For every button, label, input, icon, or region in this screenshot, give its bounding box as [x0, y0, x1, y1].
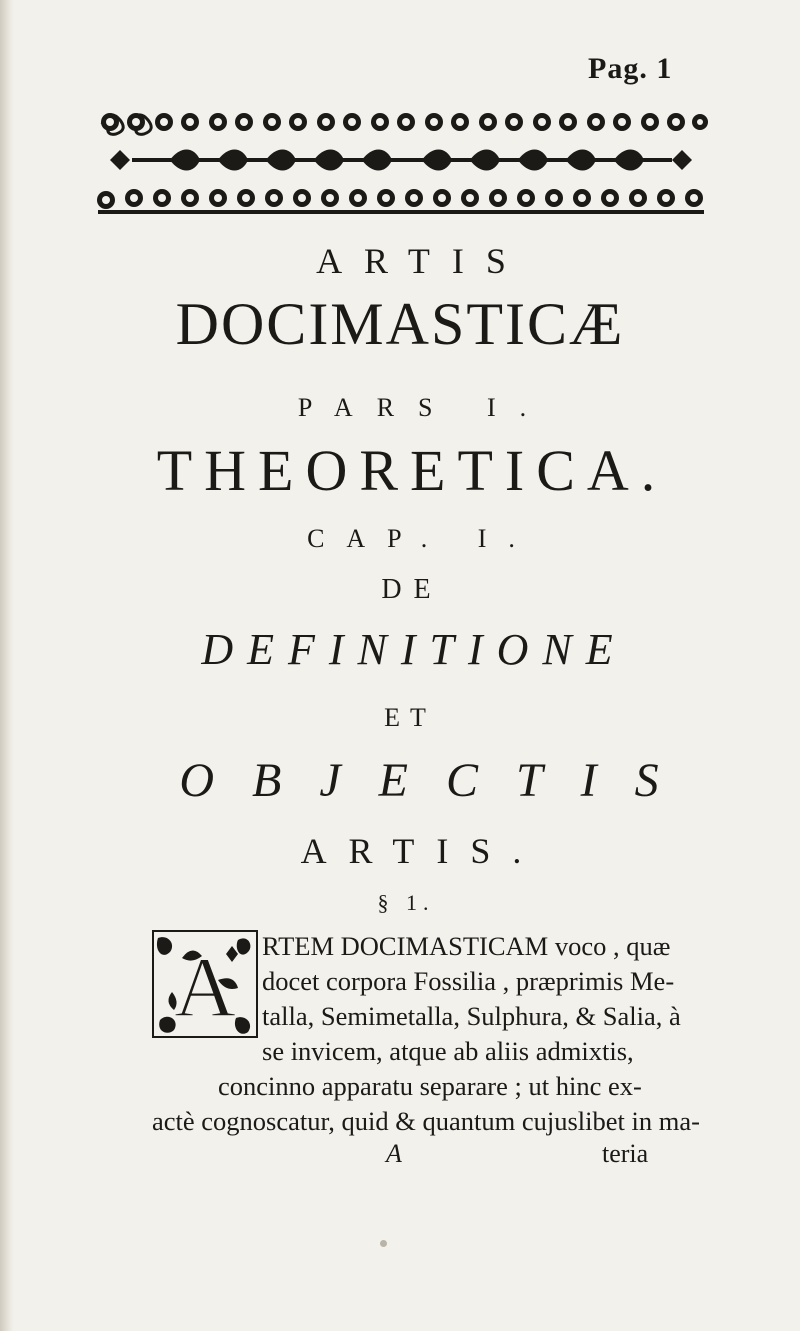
- title-et: ET: [384, 703, 436, 732]
- section-mark: § 1.: [377, 890, 435, 915]
- title-artis-2: ARTIS.: [300, 831, 544, 871]
- title-artis: ARTIS: [316, 241, 528, 281]
- body-line-4: se invicem, atque ab aliis admixtis,: [262, 1036, 634, 1066]
- title-de: DE: [381, 574, 443, 605]
- body-line-3: talla, Semimetalla, Sulphura, & Salia, à: [262, 1001, 681, 1031]
- catchword: teria: [602, 1139, 649, 1168]
- drop-cap-letter: A: [173, 939, 237, 1035]
- floral-ornament-band-icon: [92, 98, 710, 222]
- decorated-initial-a-icon: [152, 930, 258, 1038]
- body-line-6: actè cognoscatur, quid & quantum cujuslibet in ma-: [152, 1106, 700, 1136]
- body-line-2: docet corpora Fossilia , præprimis Me-: [262, 966, 675, 996]
- paper-blemish: [380, 1240, 387, 1247]
- signature-mark: A: [386, 1139, 402, 1168]
- chapter-heading: CAP. I.: [307, 524, 537, 553]
- title-objectis: OBJECTIS: [179, 754, 697, 807]
- title-theoretica: THEORETICA.: [156, 438, 668, 503]
- body-line-1: RTEM DOCIMASTICAM voco , quæ: [262, 931, 671, 961]
- title-definitione: DEFINITIONE: [201, 625, 627, 674]
- page-number: Pag. 1: [588, 52, 673, 85]
- body-line-5: concinno apparatu separare ; ut hinc ex-: [218, 1071, 642, 1101]
- title-docimasticae: DOCIMASTICÆ: [175, 291, 625, 357]
- title-pars: PARS I.: [297, 393, 551, 422]
